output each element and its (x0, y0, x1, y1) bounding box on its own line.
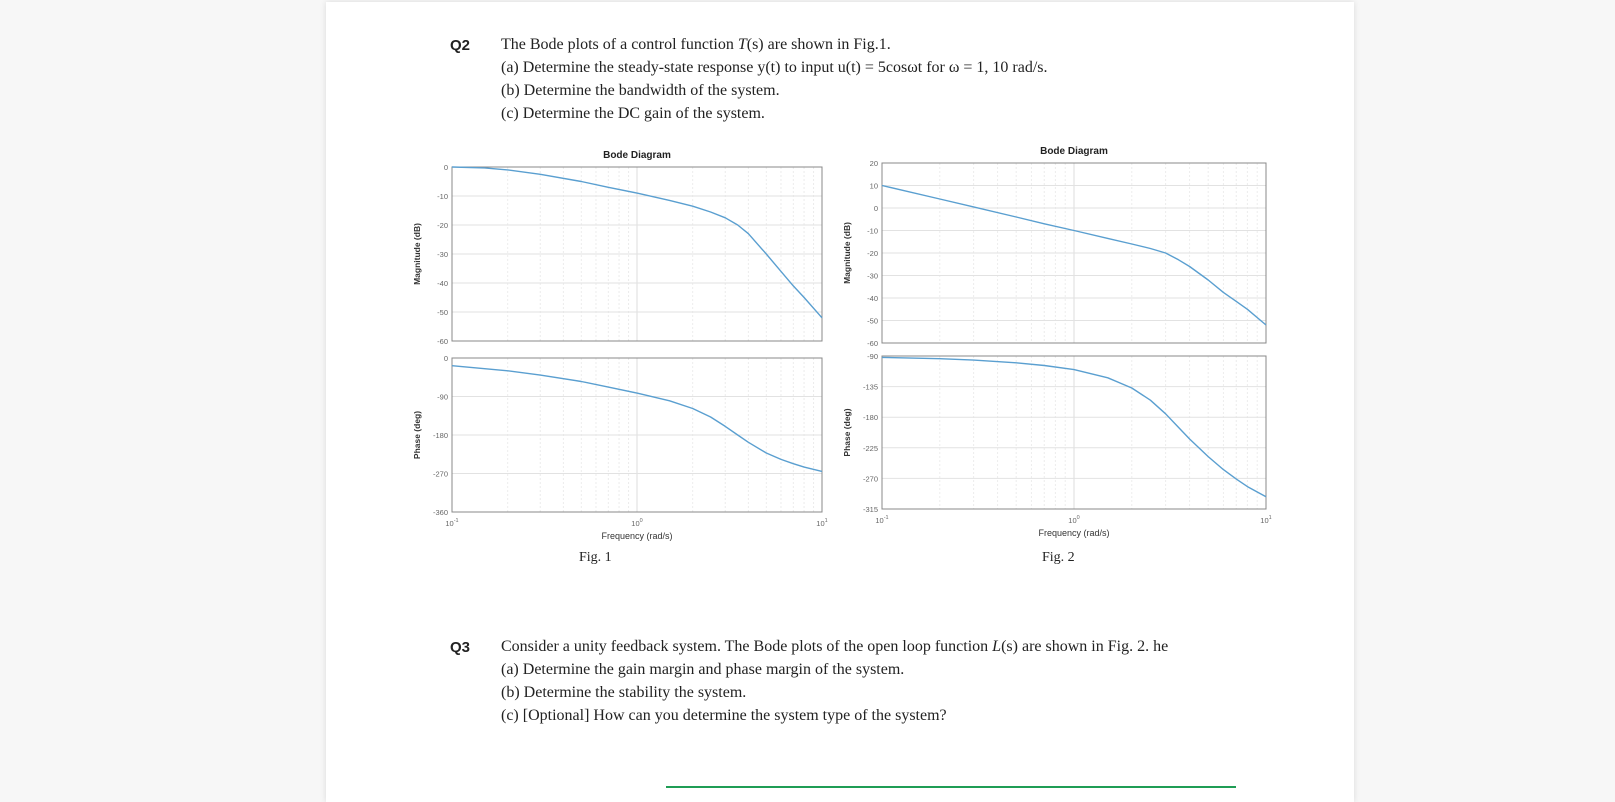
fig2-magnitude-tick-label: -50 (867, 316, 878, 326)
fig2-magnitude-tick-label: -60 (867, 339, 878, 348)
q3-intro-func: L (992, 638, 1002, 655)
fig1-phase-ylabel: Phase (deg) (412, 410, 422, 460)
fig1-magnitude-tick-label: -50 (437, 308, 448, 317)
q3-part-a: (a) Determine the gain margin and phase margin of the system. (501, 661, 905, 678)
fig2-phase-tick-label: -180 (862, 413, 878, 423)
q3-intro-pre: Consider a unity feedback system. The Bode plots of the open loop function (501, 638, 993, 655)
fig2-magnitude-tick-label: 10 (869, 181, 878, 191)
fig2-caption: Fig. 2 (1042, 550, 1075, 565)
q3-text (501, 635, 1168, 727)
document-page (326, 2, 1354, 802)
fig1-magnitude-tick-label: -30 (437, 250, 448, 259)
fig2-phase-tick-label: -90 (867, 352, 878, 361)
fig2-x-tick-label: $10^{-1}$ (875, 515, 889, 525)
fig1-magnitude-tick-label: -10 (437, 192, 448, 201)
fig2-magnitude-ylabel: Magnitude (dB) (842, 222, 852, 284)
q2-label: Q2 (450, 37, 471, 54)
fig2-x-tick-label: $10^1$ (1260, 515, 1272, 525)
q3-intro-arg: (s) (1001, 638, 1018, 655)
q3-intro (501, 635, 1168, 658)
fig2-magnitude-tick-label: 20 (869, 159, 878, 168)
fig1-magnitude-tick-label: -60 (437, 337, 448, 346)
fig1-x-tick-label: $10^{-1}$ (445, 518, 459, 528)
fig2-phase-tick-label: -270 (862, 474, 878, 484)
fig2-phase-tick-label: -225 (862, 443, 878, 453)
fig1-phase-tick-label: -360 (432, 508, 448, 517)
fig2-wrap (842, 142, 1272, 547)
fig1-phase-tick-label: -180 (432, 431, 448, 440)
fig1-phase-tick-label: 0 (443, 354, 448, 363)
fig1-title: Bode Diagram (603, 150, 671, 161)
fig2-magnitude-tick-label: -10 (867, 226, 878, 236)
q3-intro-post: are shown in Fig. 2. he (1017, 638, 1169, 655)
q3-label: Q3 (450, 639, 471, 656)
fig2-magnitude-tick-label: -40 (867, 294, 878, 303)
fig2-title: Bode Diagram (1040, 146, 1108, 157)
q2-part-b: (b) Determine the bandwidth of the system. (501, 82, 780, 99)
fig1-x-tick-label: $10^0$ (631, 518, 643, 528)
q2-part-c: (c) Determine the DC gain of the system. (501, 105, 765, 122)
fig2-phase-tick-label: -135 (862, 382, 878, 392)
fig1-magnitude-tick-label: 0 (443, 163, 448, 172)
fig1-bode-diagram (412, 142, 828, 542)
progress-bar (666, 786, 1236, 788)
fig1-magnitude-tick-label: -20 (437, 221, 448, 230)
fig2-magnitude-tick-label: 0 (873, 204, 878, 213)
q3-part-c: (c) [Optional] How can you determine the system type of the system? (501, 707, 947, 724)
fig2-xlabel: Frequency (rad/s) (1038, 528, 1110, 538)
fig2-phase-ylabel: Phase (deg) (842, 408, 852, 457)
q2-intro-arg: (s) (746, 36, 764, 53)
fig2-bode-diagram (842, 142, 1272, 542)
q2-intro-post: are shown in Fig.1. (763, 36, 891, 53)
fig1-caption: Fig. 1 (579, 550, 612, 565)
q2-text (501, 33, 1048, 125)
fig2-magnitude-tick-label: -20 (867, 249, 878, 258)
q2-intro-pre: The Bode plots of a control function (501, 36, 738, 53)
fig1-phase-tick-label: -90 (437, 392, 448, 402)
fig1-phase-tick-label: -270 (432, 469, 448, 479)
fig2-magnitude-tick-label: -30 (867, 271, 878, 281)
fig1-xlabel: Frequency (rad/s) (601, 531, 673, 541)
q2-part-a: (a) Determine the steady-state response y(t) to input u(t) = 5cosωt for ω = 1, 10 rad/s. (501, 59, 1048, 76)
fig1-wrap (412, 142, 828, 547)
fig1-magnitude-ylabel: Magnitude (dB) (412, 223, 422, 285)
fig2-phase-tick-label: -315 (862, 505, 878, 514)
q2-intro (501, 33, 1048, 56)
fig1-magnitude-tick-label: -40 (437, 279, 448, 288)
q2-intro-func: T (737, 36, 747, 53)
fig2-x-tick-label: $10^0$ (1068, 515, 1080, 525)
fig1-x-tick-label: $10^1$ (816, 518, 828, 528)
q3-part-b: (b) Determine the stability the system. (501, 684, 747, 701)
